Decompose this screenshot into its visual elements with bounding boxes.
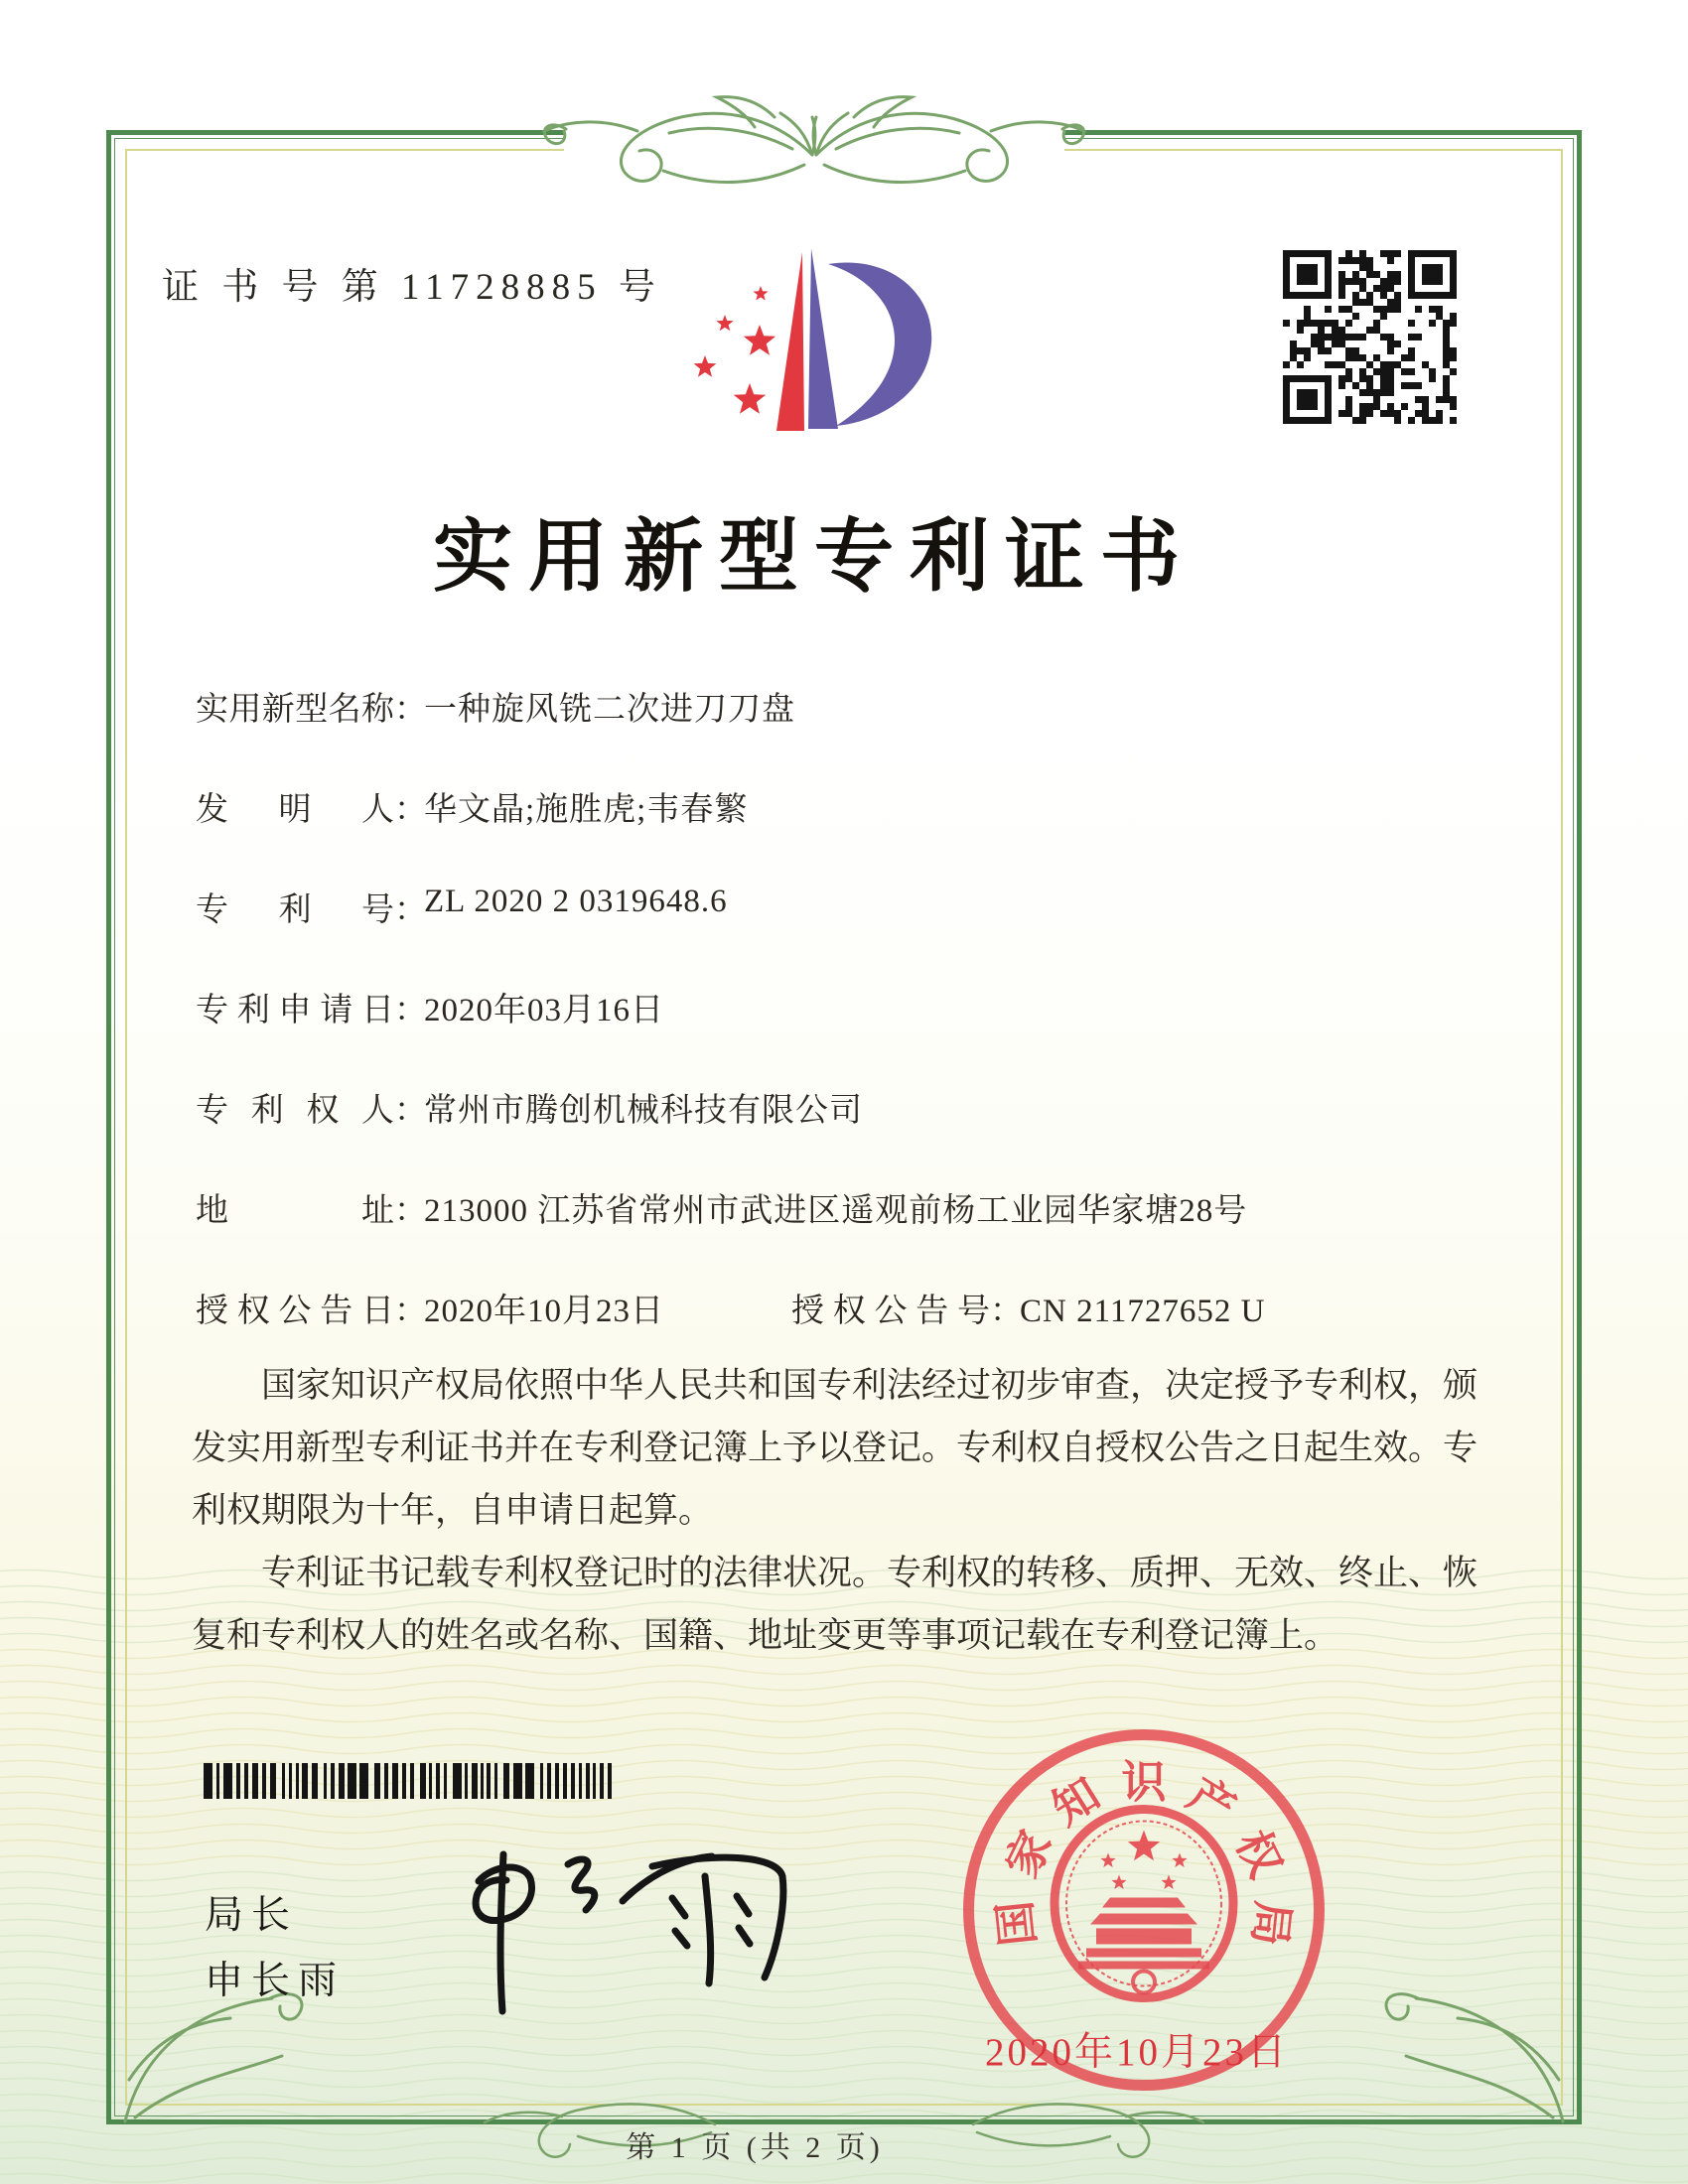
field-patentee: 专利权人：常州市腾创机械科技有限公司 — [196, 1084, 1516, 1125]
qr-code — [1283, 250, 1457, 424]
logo-red-wedge — [776, 252, 804, 431]
field-grant-number: 授权公告号：CN 211727652 U — [791, 1294, 1265, 1329]
logo-stars — [694, 286, 776, 414]
cnipa-logo-icon — [643, 224, 941, 443]
seal-ring-char: 权 — [1226, 1823, 1291, 1885]
top-flourish-ornament — [526, 60, 1102, 208]
field-utility-model-name: 实用新型名称：一种旋风铣二次进刀刀盘 — [196, 683, 1516, 724]
seal-ring-char: 知 — [1044, 1768, 1109, 1836]
field-value: 常州市腾创机械科技有限公司 — [424, 1093, 863, 1129]
certificate-title: 实用新型专利证书 — [433, 514, 1196, 602]
field-patent-number: 专利号：ZL 2020 2 0319648.6 — [196, 884, 728, 928]
page-footer: 第 1 页 (共 2 页) — [626, 2131, 884, 2164]
field-label: 授权公告号 — [791, 1294, 990, 1329]
certificate-number: 证 书 号 第 11728885 号 — [162, 267, 662, 308]
field-value: 2020年10月23日 — [424, 1294, 664, 1329]
field-label: 专利号 — [196, 892, 394, 928]
seal-ring-char: 局 — [1243, 1898, 1299, 1949]
commissioner-name: 申长雨 — [205, 1960, 346, 2002]
signature — [449, 1837, 826, 2045]
field-value: CN 211727652 U — [1020, 1294, 1266, 1329]
field-value: 213000 江苏省常州市武进区遥观前杨工业园华家塘28号 — [424, 1193, 1248, 1229]
field-label: 专利申请日 — [196, 993, 394, 1028]
field-value: 2020年03月16日 — [424, 993, 664, 1028]
seal-ring-char: 产 — [1179, 1768, 1244, 1836]
seal-date: 2020年10月23日 — [984, 2031, 1289, 2074]
seal-ring-char: 家 — [997, 1823, 1061, 1885]
commissioner-title: 局长 — [205, 1894, 299, 1937]
field-value: 华文晶;施胜虎;韦春繁 — [424, 792, 749, 828]
field-value: ZL 2020 2 0319648.6 — [424, 884, 728, 919]
field-label: 专利权人 — [196, 1093, 394, 1129]
field-grant-date-and-number: 授权公告日：2020年10月23日 授权公告号：CN 211727652 U — [196, 1285, 1516, 1325]
field-label: 发明人 — [196, 792, 394, 828]
field-list — [196, 683, 1516, 1385]
field-inventors: 发明人：华文晶;施胜虎;韦春繁 — [196, 783, 1516, 824]
logo-purple-blade — [808, 248, 838, 429]
seal-ring-char: 国 — [989, 1898, 1045, 1949]
bottom-right-flourish — [1348, 1931, 1577, 2129]
field-value: 一种旋风铣二次进刀刀盘 — [424, 692, 795, 728]
legal-text — [192, 1354, 1502, 1667]
field-label: 地址 — [196, 1193, 394, 1229]
legal-paragraph-1: 国家知识产权局依照中华人民共和国专利法经过初步审查，决定授予专利权，颁发实用新型专利证书并在专利登记簿上予以登记。专利权自授权公告之日起生效。专利权期限为十年，自申请日起算。 — [192, 1366, 1478, 1530]
field-address: 地址：213000 江苏省常州市武进区遥观前杨工业园华家塘28号 — [196, 1184, 1516, 1225]
barcode — [204, 1763, 621, 1799]
legal-paragraph-2: 专利证书记载专利权登记时的法律状况。专利权的转移、质押、无效、终止、恢复和专利权人的姓名或名称、国籍、地址变更等事项记载在专利登记簿上。 — [192, 1554, 1478, 1655]
field-label: 授权公告日 — [196, 1294, 394, 1329]
field-label: 实用新型名称 — [196, 692, 394, 728]
seal-ring-char: 识 — [1121, 1757, 1167, 1808]
field-application-date: 专利申请日：2020年03月16日 — [196, 984, 1516, 1024]
logo-p-curve — [828, 262, 931, 426]
